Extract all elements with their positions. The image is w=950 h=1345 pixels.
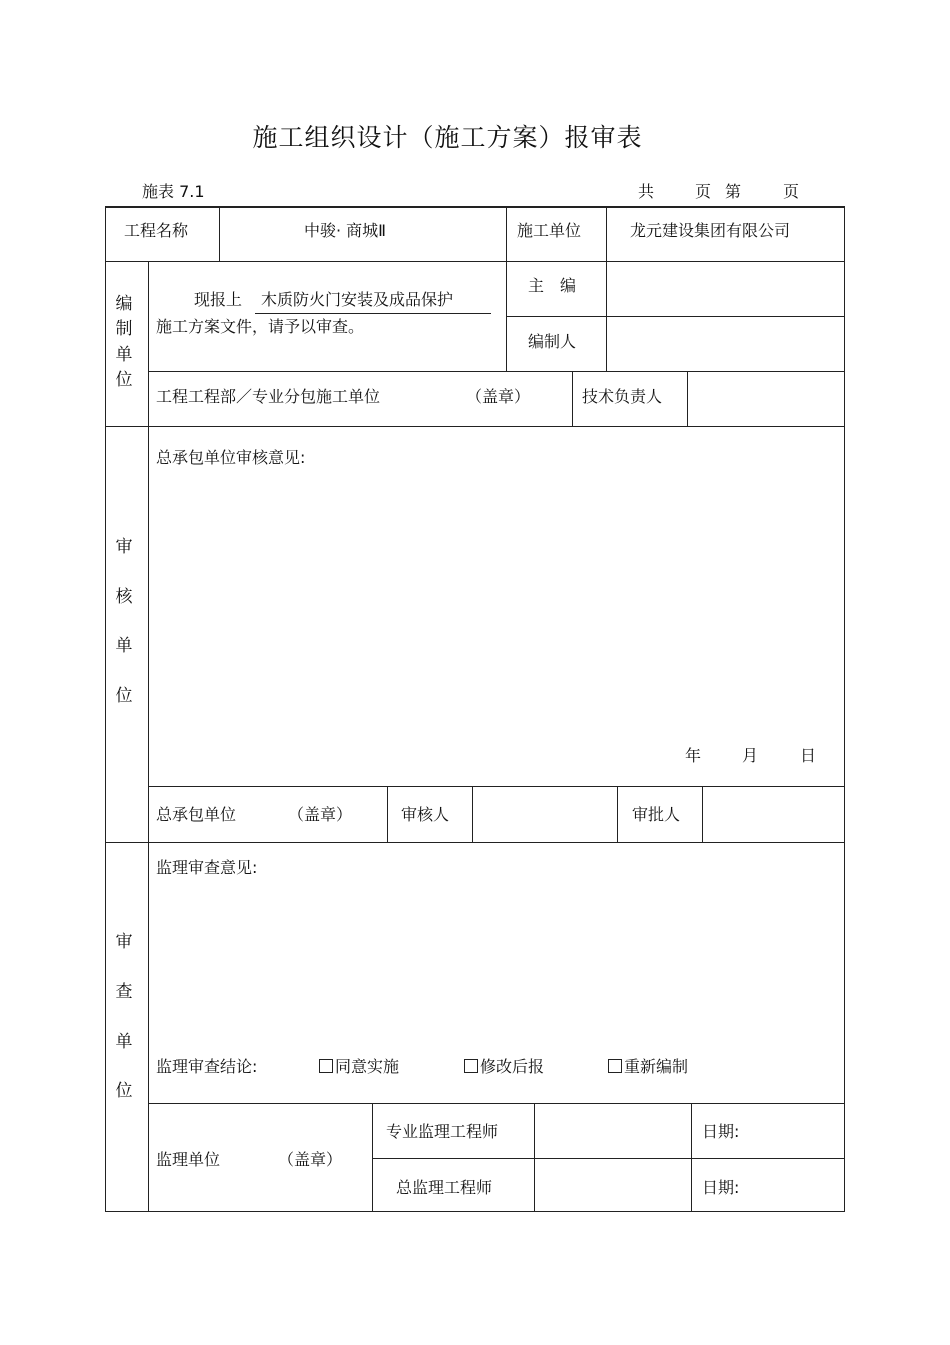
review-date-month: 月 <box>742 746 759 765</box>
chief-date-label: 日期: <box>702 1178 740 1197</box>
chief-editor-label: 主 编 <box>528 276 577 295</box>
review-opinion-label: 总承包单位审核意见: <box>156 448 306 467</box>
redo-checkbox[interactable] <box>608 1059 622 1073</box>
compile-side-label-1: 编 <box>115 294 133 314</box>
report-subject: 木质防火门安装及成品保护 <box>261 290 454 309</box>
compile-dept-label: 工程工程部／专业分包施工单位 <box>156 387 381 406</box>
page-total-label: 共 <box>638 182 655 201</box>
review-side-label-3: 单 <box>115 636 133 656</box>
compile-side-label-2: 制 <box>115 319 133 339</box>
option-approve-label: 同意实施 <box>335 1057 400 1076</box>
revise-checkbox[interactable] <box>464 1059 478 1073</box>
contractor-label: 施工单位 <box>517 221 582 240</box>
option-revise-label: 修改后报 <box>480 1057 545 1076</box>
inspect-side-label-1: 审 <box>115 932 133 952</box>
inspect-side-label-2: 查 <box>115 982 133 1002</box>
supervision-unit-label: 监理单位 <box>156 1150 221 1169</box>
page-title: 施工组织设计（施工方案）报审表 <box>252 123 643 152</box>
page-label: 页 <box>695 182 712 201</box>
option-approve[interactable] <box>319 1057 399 1077</box>
inspect-side-label-4: 位 <box>115 1081 133 1101</box>
tech-lead-label: 技术负责人 <box>582 387 663 406</box>
report-suffix: 施工方案文件，请予以审查。 <box>156 317 365 336</box>
compile-seal: （盖章） <box>466 387 531 406</box>
project-name-value: 中骏· 商城Ⅱ <box>304 221 387 240</box>
page-nth-label: 第 <box>725 182 742 201</box>
review-side-label-4: 位 <box>115 686 133 706</box>
chief-engineer-label: 总监理工程师 <box>396 1178 493 1197</box>
review-side-label-1: 审 <box>115 537 133 557</box>
report-prefix: 现报上 <box>194 290 243 309</box>
option-redo[interactable] <box>608 1057 688 1077</box>
gc-label: 总承包单位 <box>156 805 237 824</box>
specialist-date-label: 日期: <box>702 1122 740 1141</box>
review-seal: （盖章） <box>288 805 353 824</box>
project-name-label: 工程名称 <box>124 221 189 240</box>
compile-side-label-3: 单 <box>115 345 133 365</box>
approver-label: 审批人 <box>632 805 681 824</box>
reviewer-label: 审核人 <box>401 805 450 824</box>
review-side-label-2: 核 <box>115 587 133 607</box>
inspect-seal: （盖章） <box>278 1150 343 1169</box>
inspect-side-label-3: 单 <box>115 1032 133 1052</box>
specialist-engineer-label: 专业监理工程师 <box>386 1122 499 1141</box>
form-code: 施表 7.1 <box>142 182 205 201</box>
inspect-opinion-label: 监理审查意见: <box>156 858 258 877</box>
approve-checkbox[interactable] <box>319 1059 333 1073</box>
review-date-year: 年 <box>685 746 702 765</box>
option-redo-label: 重新编制 <box>624 1057 689 1076</box>
inspect-conclusion-label: 监理审查结论: <box>156 1057 258 1076</box>
review-date-day: 日 <box>800 746 817 765</box>
page-label-2: 页 <box>783 182 800 201</box>
option-revise[interactable] <box>464 1057 544 1077</box>
report-subject-underline <box>255 313 491 314</box>
editor-label: 编制人 <box>528 332 577 351</box>
contractor-value: 龙元建设集团有限公司 <box>630 221 791 240</box>
compile-side-label-4: 位 <box>115 370 133 390</box>
